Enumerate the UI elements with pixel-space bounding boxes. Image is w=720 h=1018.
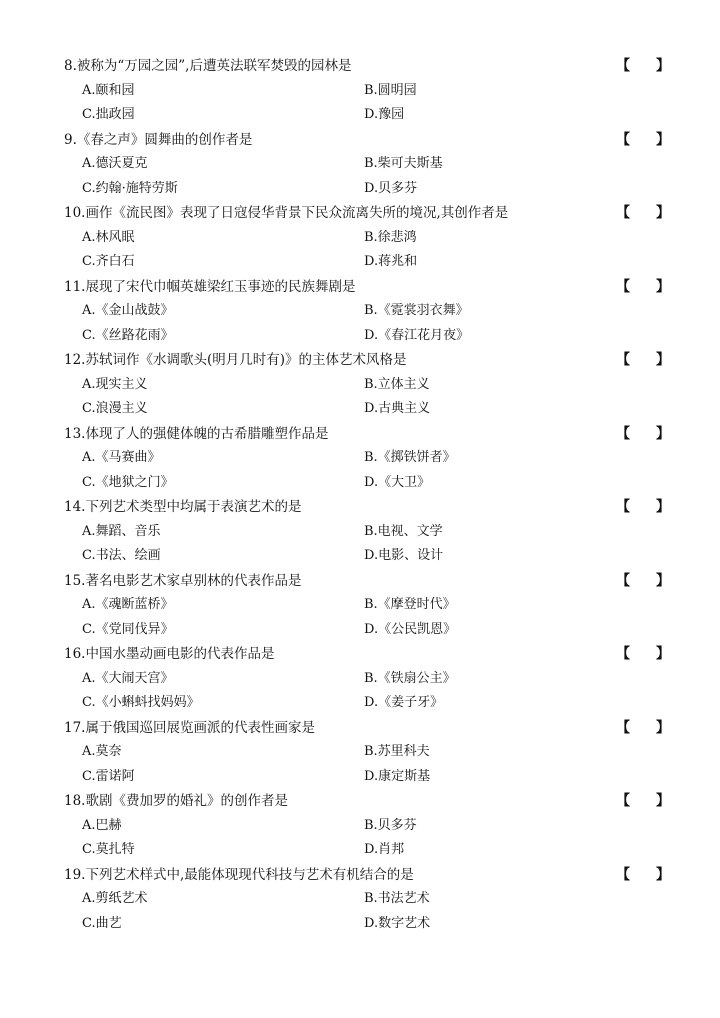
option-b[interactable]: B.《掷铁饼者》 (364, 450, 456, 465)
bracket-open: 【 (616, 866, 630, 883)
question-stem: 14.下列艺术类型中均属于表演艺术的是 (64, 499, 302, 515)
option-d[interactable]: D.康定斯基 (364, 768, 431, 784)
question-stem: 13.体现了人的强健体魄的古希腊雕塑作品是 (64, 425, 329, 442)
option-b[interactable]: B.《铁扇公主》 (364, 670, 456, 686)
answer-bracket[interactable] (616, 716, 670, 740)
answer-bracket[interactable] (616, 863, 670, 887)
question-stem: 16.中国水墨动画电影的代表作品是 (64, 646, 275, 662)
bracket-open: 【 (616, 793, 630, 809)
question-item (0, 422, 720, 496)
option-c[interactable]: C.书法、绘画 (82, 548, 161, 563)
bracket-open: 【 (616, 205, 630, 221)
bracket-close: 】 (656, 205, 670, 221)
option-d[interactable]: D.《春江花月夜》 (364, 327, 470, 343)
answer-bracket[interactable] (616, 54, 670, 78)
option-c[interactable]: C.雷诺阿 (82, 768, 135, 784)
option-a[interactable]: A.《大闹天宫》 (82, 670, 174, 686)
option-b[interactable]: B.苏里科夫 (364, 744, 430, 759)
question-stem: 19.下列艺术样式中,最能体现现代科技与艺术有机结合的是 (64, 866, 414, 883)
answer-bracket[interactable] (616, 569, 670, 593)
option-b[interactable]: B.贝多芬 (364, 817, 417, 833)
question-stem: 11.展现了宋代巾帼英雄梁红玉事迹的民族舞剧是 (64, 278, 356, 295)
option-a[interactable]: A.林风眠 (82, 229, 135, 245)
question-item (0, 789, 720, 863)
answer-bracket[interactable] (616, 642, 670, 666)
option-a[interactable]: A.巴赫 (82, 817, 122, 833)
answer-bracket[interactable] (616, 789, 670, 813)
option-c[interactable]: C.约翰·施特劳斯 (82, 180, 178, 196)
bracket-open: 【 (616, 572, 630, 589)
option-d[interactable]: D.贝多芬 (364, 180, 418, 196)
question-item (0, 863, 720, 937)
option-c[interactable]: C.曲艺 (82, 915, 122, 931)
option-a[interactable]: A.《金山战鼓》 (82, 303, 174, 318)
option-c[interactable]: C.拙政园 (82, 107, 135, 122)
option-d[interactable]: D.《姜子牙》 (364, 695, 444, 710)
question-item (0, 275, 720, 349)
question-stem: 9.《春之声》圆舞曲的创作者是 (64, 131, 253, 148)
question-stem: 18.歌剧《费加罗的婚礼》的创作者是 (64, 793, 288, 809)
question-list (0, 54, 720, 936)
bracket-open: 【 (616, 278, 630, 295)
option-b[interactable]: B.徐悲鸿 (364, 229, 417, 245)
bracket-open: 【 (616, 499, 630, 515)
option-b[interactable]: B.《摩登时代》 (364, 597, 456, 612)
answer-bracket[interactable] (616, 495, 670, 519)
option-c[interactable]: C.《小蝌蚪找妈妈》 (82, 695, 200, 710)
option-a[interactable]: A.《马赛曲》 (82, 450, 161, 465)
option-d[interactable]: D.数字艺术 (364, 915, 431, 931)
option-d[interactable]: D.豫园 (364, 107, 405, 122)
answer-bracket[interactable] (616, 275, 670, 299)
exam-page (0, 54, 720, 936)
bracket-close: 】 (656, 646, 670, 662)
bracket-close: 】 (656, 572, 670, 589)
option-c[interactable]: C.《地狱之门》 (82, 474, 174, 490)
question-item (0, 716, 720, 790)
option-a[interactable]: A.现实主义 (82, 376, 148, 392)
question-stem: 10.画作《流民图》表现了日寇侵华背景下民众流离失所的境况,其创作者是 (64, 205, 509, 221)
bracket-open: 【 (616, 425, 630, 442)
answer-bracket[interactable] (616, 128, 670, 152)
question-item (0, 569, 720, 643)
option-b[interactable]: B.立体主义 (364, 376, 430, 392)
option-c[interactable]: C.《党同伐异》 (82, 621, 174, 637)
question-stem: 15.著名电影艺术家卓别林的代表作品是 (64, 572, 302, 589)
bracket-close: 】 (656, 131, 670, 148)
bracket-open: 【 (616, 352, 630, 368)
bracket-open: 【 (616, 646, 630, 662)
option-a[interactable]: A.德沃夏克 (82, 156, 148, 171)
option-d[interactable]: D.古典主义 (364, 401, 431, 416)
bracket-close: 】 (656, 278, 670, 295)
answer-bracket[interactable] (616, 201, 670, 225)
option-b[interactable]: B.圆明园 (364, 82, 417, 98)
answer-bracket[interactable] (616, 422, 670, 446)
option-a[interactable]: A.《魂断蓝桥》 (82, 597, 174, 612)
option-c[interactable]: C.《丝路花雨》 (82, 327, 174, 343)
answer-bracket[interactable] (616, 348, 670, 372)
question-item (0, 495, 720, 569)
bracket-close: 】 (656, 866, 670, 883)
option-b[interactable]: B.电视、文学 (364, 523, 443, 539)
question-item (0, 201, 720, 275)
bracket-open: 【 (616, 719, 630, 736)
option-a[interactable]: A.剪纸艺术 (82, 891, 148, 906)
option-c[interactable]: C.齐白石 (82, 254, 135, 269)
option-d[interactable]: D.肖邦 (364, 842, 405, 857)
option-b[interactable]: B.柴可夫斯基 (364, 156, 443, 171)
question-item (0, 128, 720, 202)
option-b[interactable]: B.书法艺术 (364, 891, 430, 906)
option-d[interactable]: D.《公民凯恩》 (364, 621, 457, 637)
option-c[interactable]: C.浪漫主义 (82, 401, 148, 416)
option-d[interactable]: D.《大卫》 (364, 474, 431, 490)
option-a[interactable]: A.舞蹈、音乐 (82, 523, 161, 539)
question-stem: 17.属于俄国巡回展览画派的代表性画家是 (64, 719, 315, 736)
question-stem: 12.苏轼词作《水调歌头(明月几时有)》的主体艺术风格是 (64, 352, 407, 368)
bracket-close: 】 (656, 58, 670, 74)
question-stem: 8.被称为“万园之园”,后遭英法联军焚毁的园林是 (64, 58, 352, 74)
bracket-close: 】 (656, 499, 670, 515)
bracket-close: 】 (656, 425, 670, 442)
option-d[interactable]: D.电影、设计 (364, 548, 444, 563)
question-item (0, 642, 720, 716)
bracket-close: 】 (656, 793, 670, 809)
option-b[interactable]: B.《霓裳羽衣舞》 (364, 303, 469, 318)
bracket-open: 【 (616, 131, 630, 148)
option-a[interactable]: A.颐和园 (82, 82, 135, 98)
question-item (0, 54, 720, 128)
bracket-close: 】 (656, 352, 670, 368)
bracket-close: 】 (656, 719, 670, 736)
option-d[interactable]: D.蒋兆和 (364, 254, 418, 269)
question-item (0, 348, 720, 422)
option-c[interactable]: C.莫扎特 (82, 842, 135, 857)
bracket-open: 【 (616, 58, 630, 74)
option-a[interactable]: A.莫奈 (82, 744, 122, 759)
